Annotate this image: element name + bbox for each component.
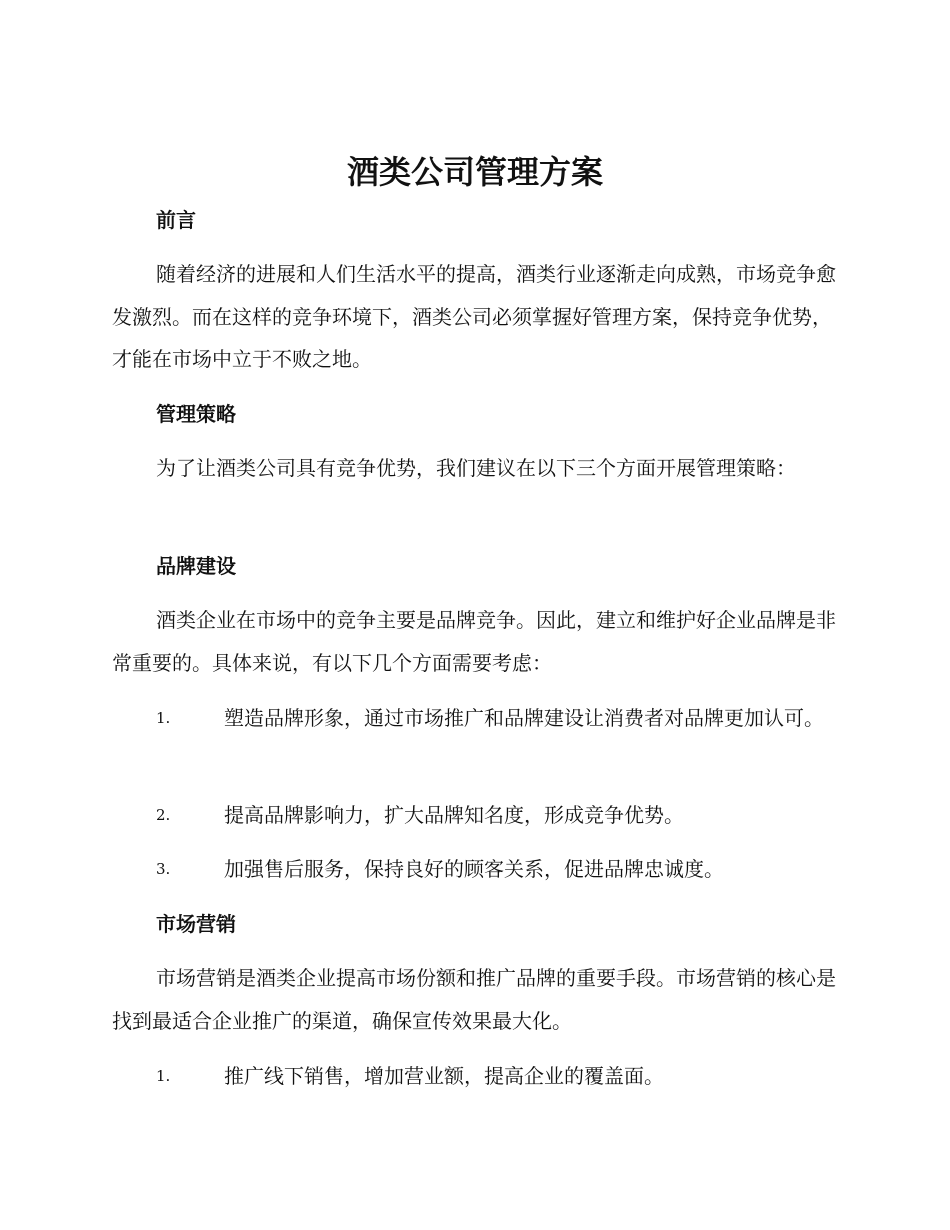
list-item-text: 加强售后服务，保持良好的顾客关系，促进品牌忠诚度。 bbox=[224, 857, 724, 881]
section-heading-management-strategy: 管理策略 bbox=[156, 402, 236, 426]
document-title: 酒类公司管理方案 bbox=[346, 153, 603, 191]
list-item-number: 1. bbox=[156, 709, 171, 727]
list-item-text: 推广线下销售，增加营业额，提高企业的覆盖面。 bbox=[224, 1064, 664, 1088]
list-item-number: 3. bbox=[156, 860, 171, 878]
management-strategy-paragraph: 为了让酒类公司具有竞争优势，我们建议在以下三个方面开展管理策略： bbox=[156, 456, 796, 480]
section-heading-marketing: 市场营销 bbox=[156, 912, 236, 936]
section-heading-brand-building: 品牌建设 bbox=[156, 554, 236, 578]
section-heading-preface: 前言 bbox=[156, 208, 196, 232]
marketing-paragraph: 市场营销是酒类企业提高市场份额和推广品牌的重要手段。市场营销的核心是找到最适合企业推广的渠道，确保宣传效果最大化。 bbox=[112, 966, 836, 1033]
list-item bbox=[112, 848, 838, 891]
list-item bbox=[112, 697, 838, 740]
list-item-number: 1. bbox=[156, 1067, 171, 1085]
list-item-number: 2. bbox=[156, 806, 171, 824]
list-item bbox=[112, 794, 838, 837]
brand-building-paragraph: 酒类企业在市场中的竞争主要是品牌竞争。因此，建立和维护好企业品牌是非常重要的。具体来说，有以下几个方面需要考虑： bbox=[112, 608, 836, 675]
list-item bbox=[112, 1055, 838, 1098]
list-item-text: 提高品牌影响力，扩大品牌知名度，形成竞争优势。 bbox=[224, 803, 684, 827]
preface-paragraph: 随着经济的进展和人们生活水平的提高，酒类行业逐渐走向成熟，市场竞争愈发激烈。而在这样的竞争环境下，酒类公司必须掌握好管理方案，保持竞争优势，才能在市场中立于不败之地。 bbox=[112, 262, 836, 371]
list-item-text: 塑造品牌形象，通过市场推广和品牌建设让消费者对品牌更加认可。 bbox=[224, 706, 824, 730]
